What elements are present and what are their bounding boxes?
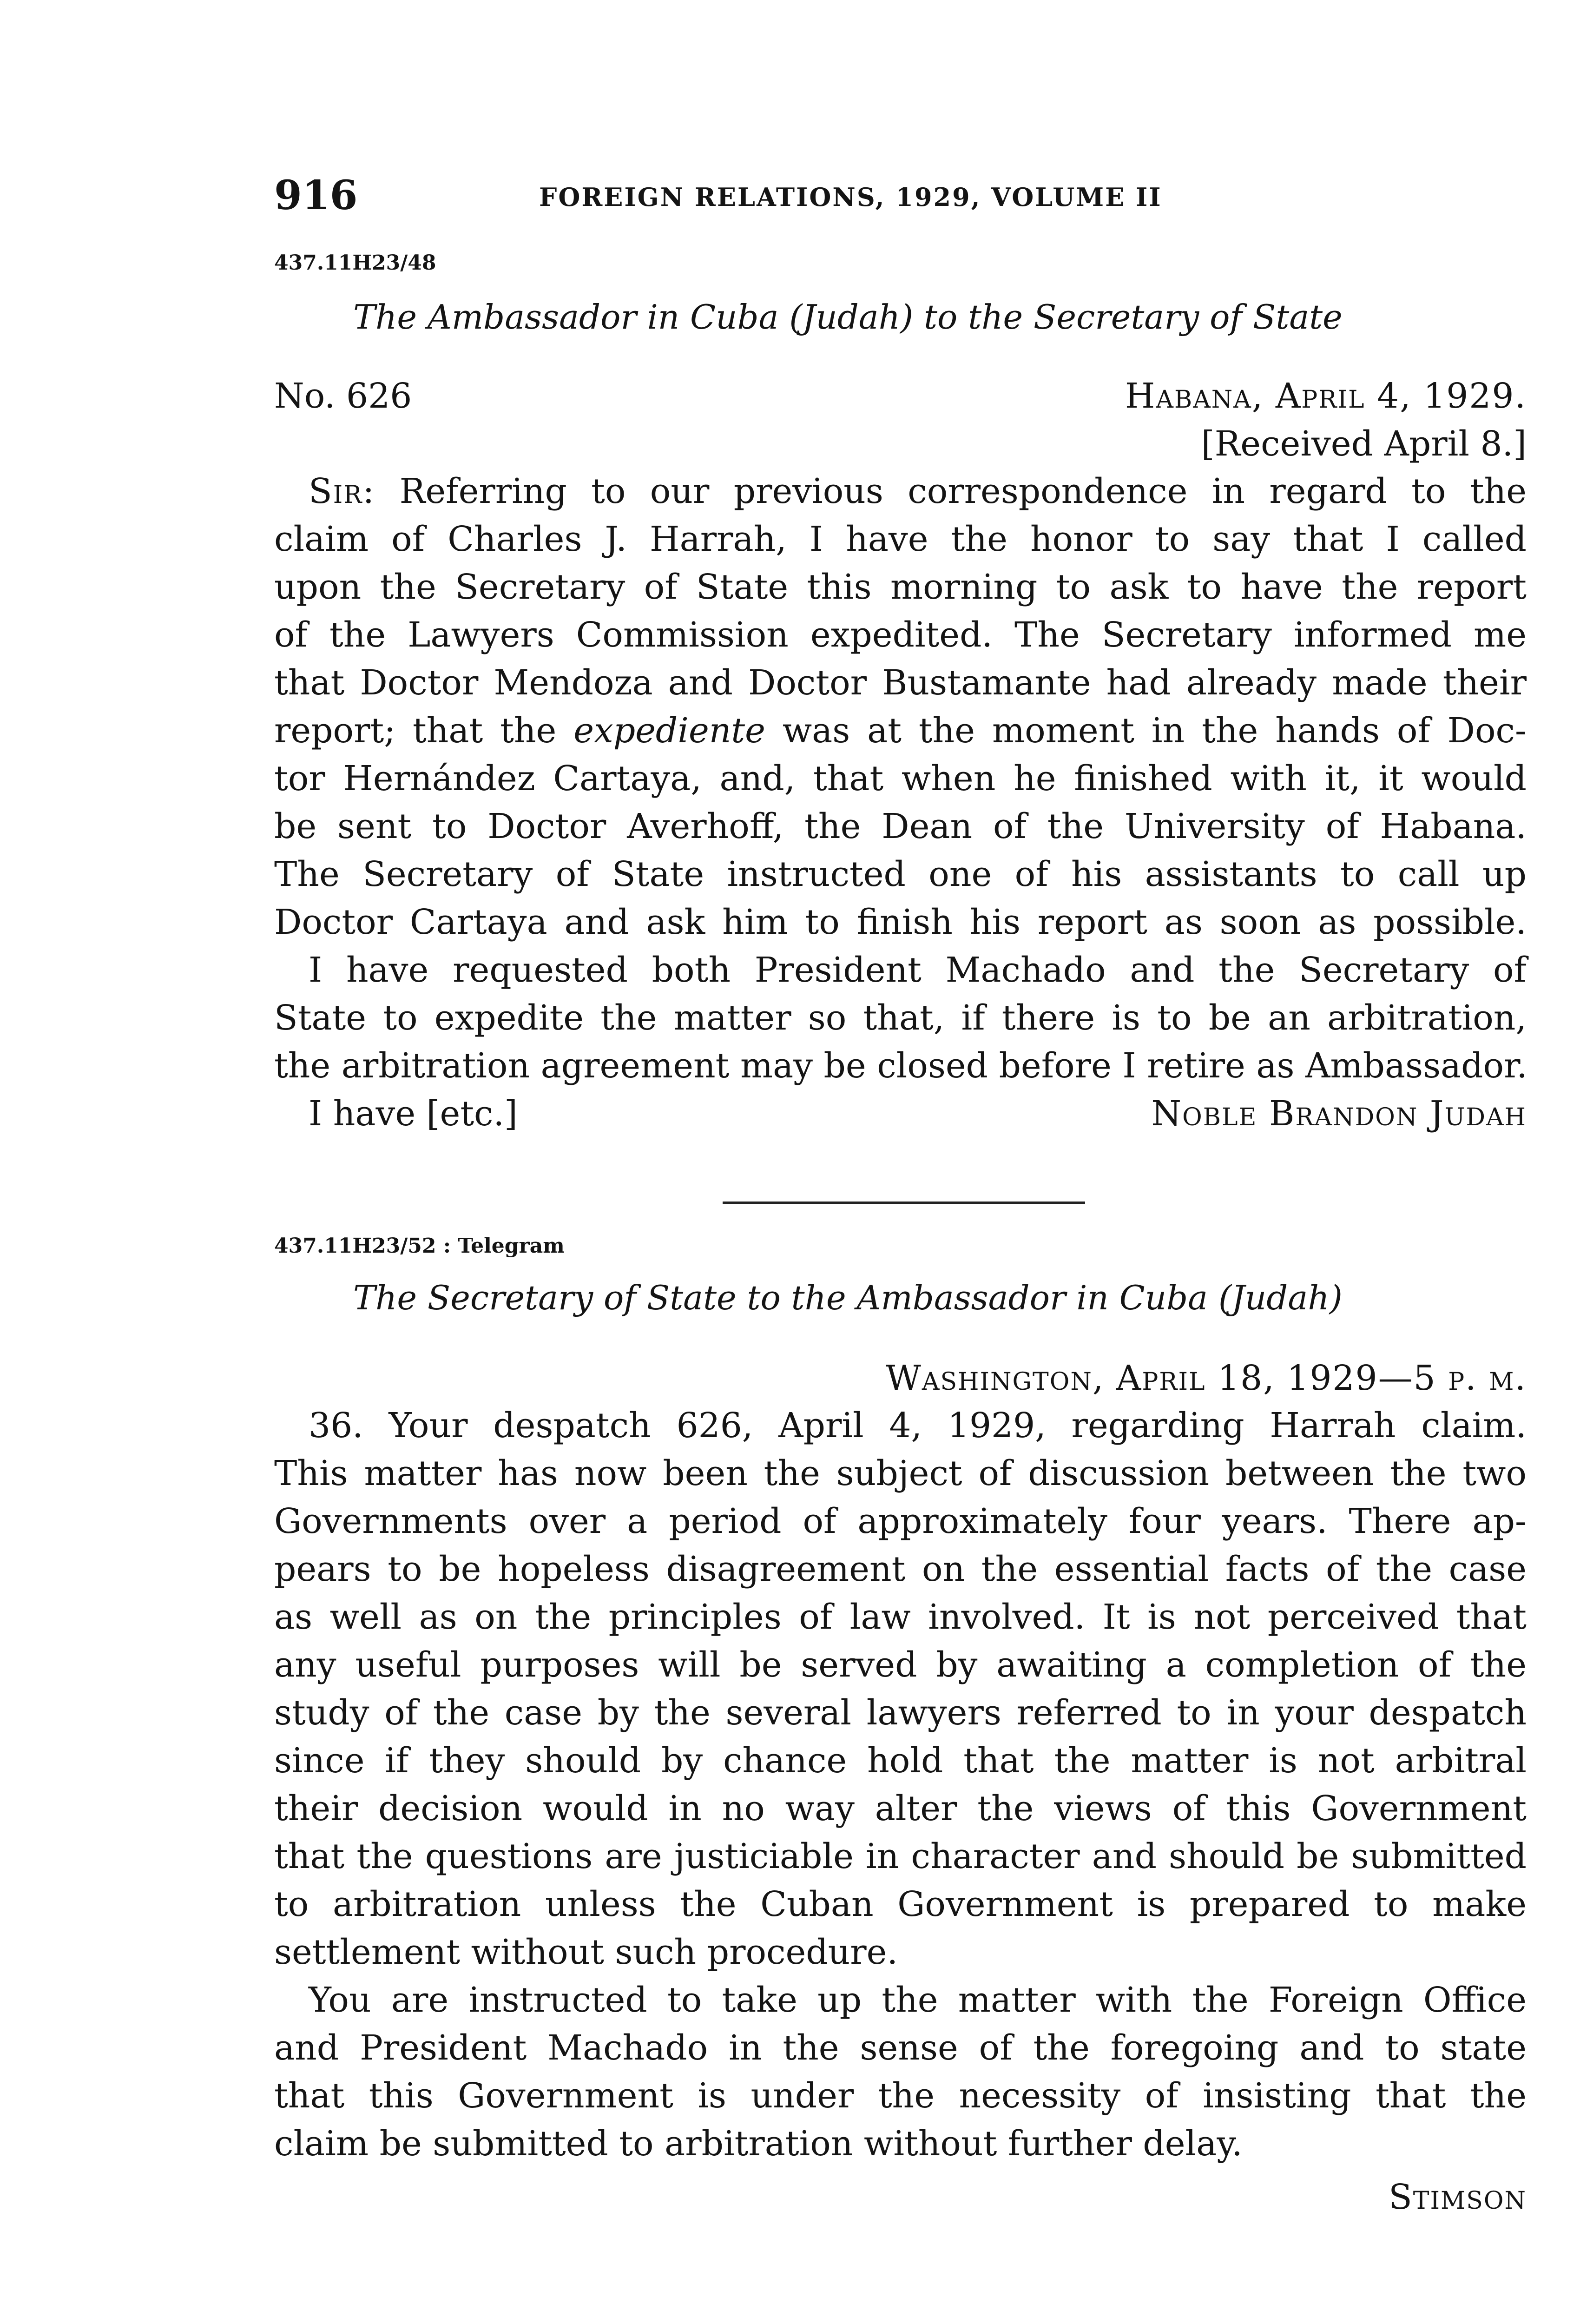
doc1-line-4: of the Lawyers Commission expedited. The Secretary informed me xyxy=(274,615,1527,655)
doc1-file-number: 437.11H23/48 xyxy=(274,251,436,275)
doc2-line-3: Governments over a period of approximately four years. There ap- xyxy=(274,1501,1527,1541)
doc2-line-10: that the questions are justiciable in character and should be submitted xyxy=(274,1836,1527,1876)
doc2-signature: Stimson xyxy=(1389,2177,1527,2217)
doc1-line-8: be sent to Doctor Averhoff, the Dean of the University of Habana. xyxy=(274,806,1527,846)
doc2-line-6: any useful purposes will be served by awaiting a completion of the xyxy=(274,1645,1527,1685)
doc1-title: The Ambassador in Cuba (Judah) to the Secretary of State xyxy=(353,297,1343,337)
doc1-closing: I have [etc.] xyxy=(309,1094,518,1134)
doc1-line-3: upon the Secretary of State this morning to ask to have the report xyxy=(274,567,1527,607)
doc2-line-2: This matter has now been the subject of discussion between the two xyxy=(274,1453,1527,1493)
doc1-place-date: Habana, April 4, 1929. xyxy=(1125,376,1527,416)
doc1-number: No. 626 xyxy=(274,376,412,416)
doc1-line-1: Sir: Referring to our previous correspondence in regard to the xyxy=(309,471,1527,511)
doc2-line-16: claim be submitted to arbitration without further delay. xyxy=(274,2124,1243,2164)
doc1-closing-row xyxy=(274,1094,1527,1134)
doc1-line-9: The Secretary of State instructed one of his assistants to call up xyxy=(274,854,1527,894)
doc2-place-date: Washington, April 18, 1929—5 p. m. xyxy=(885,1358,1527,1398)
doc1-received: [Received April 8.] xyxy=(1201,424,1527,464)
page-header xyxy=(274,172,1538,223)
doc2-line-15: that this Government is under the necessity of insisting that the xyxy=(274,2076,1527,2116)
doc1-signature: Noble Brandon Judah xyxy=(1151,1094,1527,1134)
section-divider xyxy=(723,1202,1085,1204)
doc2-line-4: pears to be hopeless disagreement on the essential facts of the case xyxy=(274,1549,1527,1589)
doc2-line-8: since if they should by chance hold that the matter is not arbitral xyxy=(274,1741,1527,1781)
doc1-salutation: Sir: xyxy=(309,471,375,511)
doc1-line-5: that Doctor Mendoza and Doctor Bustamante had already made their xyxy=(274,663,1527,703)
doc1-line-11: I have requested both President Machado and the Secretary of xyxy=(309,950,1527,990)
doc1-line-12: State to expedite the matter so that, if there is to be an arbitration, xyxy=(274,998,1527,1038)
doc2-line-12: settlement without such procedure. xyxy=(274,1932,898,1972)
doc1-number-date-row xyxy=(274,376,1527,416)
doc2-line-13: You are instructed to take up the matter with the Foreign Office xyxy=(309,1980,1527,2020)
doc1-line-10: Doctor Cartaya and ask him to finish his report as soon as possible. xyxy=(274,902,1527,942)
doc2-line-11: to arbitration unless the Cuban Government is prepared to make xyxy=(274,1884,1527,1924)
page-number: 916 xyxy=(274,172,358,219)
doc1-line-13: the arbitration agreement may be closed before I retire as Ambassador. xyxy=(274,1046,1527,1086)
doc1-line-6: report; that the expediente was at the moment in the hands of Doc- xyxy=(274,711,1527,751)
doc1-line-2: claim of Charles J. Harrah, I have the honor to say that I called xyxy=(274,519,1527,559)
doc2-line-9: their decision would in no way alter the views of this Government xyxy=(274,1789,1527,1829)
doc2-title: The Secretary of State to the Ambassador in Cuba (Judah) xyxy=(353,1278,1343,1317)
doc2-line-5: as well as on the principles of law involved. It is not perceived that xyxy=(274,1597,1527,1637)
doc2-line-1: 36. Your despatch 626, April 4, 1929, regarding Harrah claim. xyxy=(309,1406,1527,1446)
doc2-file-number: 437.11H23/52 : Telegram xyxy=(274,1234,565,1258)
expediente-term: expediente xyxy=(573,711,765,751)
running-title: FOREIGN RELATIONS, 1929, VOLUME II xyxy=(539,182,1162,212)
doc2-line-14: and President Machado in the sense of the foregoing and to state xyxy=(274,2028,1527,2068)
doc2-line-7: study of the case by the several lawyers referred to in your despatch xyxy=(274,1693,1527,1733)
doc1-line-7: tor Hernández Cartaya, and, that when he finished with it, it would xyxy=(274,759,1527,799)
